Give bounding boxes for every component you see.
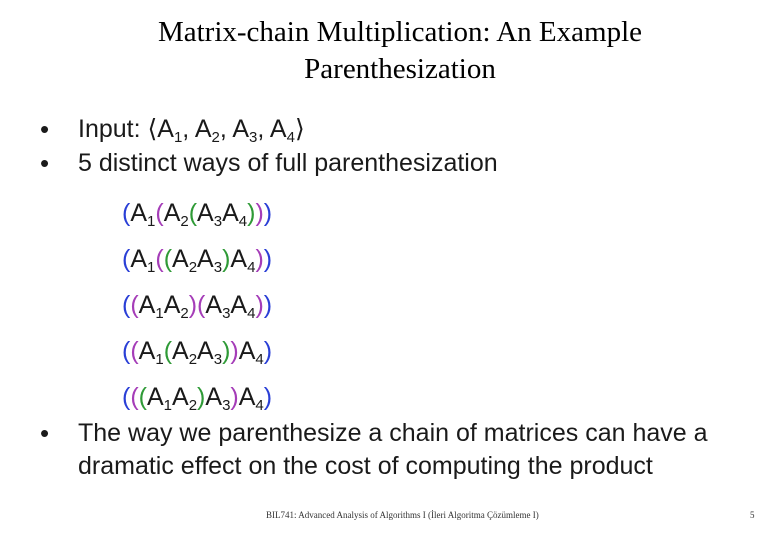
matrix-symbol: A	[197, 337, 214, 365]
slide-title-line1: Matrix-chain Multiplication: An Example	[157, 16, 643, 48]
matrix-index: 2	[188, 397, 198, 414]
parenthesization-item	[122, 331, 272, 377]
bullet-dot: •	[40, 148, 50, 178]
matrix-index: 2	[188, 351, 198, 368]
bullet-list	[40, 112, 760, 180]
matrix-symbol: A	[146, 383, 164, 411]
matrix-index: 3	[222, 305, 231, 322]
bullet-cost-effect	[40, 417, 760, 483]
slide-title	[0, 14, 780, 88]
matrix-symbol: A	[230, 291, 248, 319]
bullet-distinct-ways	[40, 146, 760, 180]
close-paren: )	[255, 291, 264, 319]
parenthesization-item	[122, 193, 272, 239]
matrix-symbol: A	[172, 383, 189, 411]
angle-open: ⟨	[147, 115, 158, 143]
open-paren: (	[122, 245, 131, 273]
angle-close: ⟩	[294, 115, 305, 143]
matrix-index: 3	[213, 213, 223, 230]
open-paren: (	[122, 383, 131, 411]
matrix-symbol: A	[205, 291, 223, 319]
matrix-symbol: A	[205, 383, 223, 411]
open-paren: (	[163, 337, 173, 365]
close-paren: )	[230, 337, 239, 365]
bullet-dot: •	[40, 114, 50, 144]
matrix-index: 1	[147, 259, 156, 276]
input-prefix: Input:	[78, 115, 148, 143]
matrix-index: 4	[247, 305, 256, 322]
page-number: 5	[750, 510, 755, 520]
matrix-symbol: A	[197, 199, 214, 227]
close-paren: )	[255, 245, 264, 273]
matrix-index: 2	[180, 213, 189, 230]
matrix-symbol: A	[230, 245, 248, 273]
open-paren: (	[197, 291, 206, 319]
close-paren: )	[188, 291, 198, 319]
matrix-a4: $A_4$	[269, 115, 295, 146]
bullet-input	[40, 112, 760, 146]
matrix-index: 3	[222, 397, 231, 414]
matrix-symbol: A	[238, 337, 256, 365]
close-paren: )	[263, 199, 273, 227]
open-paren: (	[155, 199, 164, 227]
matrix-symbol: A	[163, 291, 181, 319]
close-paren: )	[263, 337, 273, 365]
matrix-symbol: A	[130, 245, 148, 273]
close-paren: )	[197, 383, 206, 411]
matrix-index: 1	[163, 397, 173, 414]
matrix-symbol: A	[197, 245, 214, 273]
parenthesization-item	[122, 239, 272, 285]
matrix-index: 4	[255, 397, 264, 414]
open-paren: (	[130, 291, 139, 319]
close-paren: )	[263, 245, 273, 273]
matrix-a1: $A_1$	[157, 115, 183, 146]
matrix-index: 4	[238, 213, 248, 230]
separator: ,	[219, 115, 233, 143]
close-paren: )	[263, 291, 273, 319]
separator: ,	[182, 115, 195, 143]
open-paren: (	[130, 337, 139, 365]
close-paren: )	[247, 199, 256, 227]
open-paren: (	[122, 291, 131, 319]
matrix-symbol: A	[222, 199, 239, 227]
matrix-index: 2	[180, 305, 189, 322]
matrix-index: 1	[155, 351, 164, 368]
matrix-index: 3	[213, 259, 223, 276]
footer-course-text: BIL741: Advanced Analysis of Algorithms I (İleri Algoritma Çözümleme I)	[266, 510, 539, 520]
matrix-symbol: A	[172, 337, 189, 365]
close-paren: )	[222, 245, 231, 273]
slide-title-line2: Parenthesization	[304, 53, 496, 85]
bullet-cost-effect-line1: The way we parenthesize a chain of matrices can have a	[78, 419, 708, 447]
bullet-dot: •	[40, 418, 50, 448]
matrix-symbol: A	[172, 245, 189, 273]
matrix-index: 4	[255, 351, 264, 368]
open-paren: (	[138, 383, 147, 411]
separator: ,	[257, 115, 270, 143]
matrix-symbol: A	[238, 383, 256, 411]
matrix-a3: $A_3$	[232, 115, 258, 146]
open-paren: (	[163, 245, 173, 273]
close-paren: )	[255, 199, 264, 227]
close-paren: )	[263, 383, 273, 411]
matrix-a2: $A_2$	[194, 115, 220, 146]
matrix-index: 1	[147, 213, 156, 230]
open-paren: (	[130, 383, 139, 411]
parenthesization-list	[122, 193, 272, 423]
open-paren: (	[122, 199, 131, 227]
open-paren: (	[188, 199, 198, 227]
close-paren: )	[222, 337, 231, 365]
matrix-symbol: A	[163, 199, 181, 227]
matrix-symbol: A	[138, 337, 156, 365]
matrix-index: 4	[247, 259, 256, 276]
matrix-index: 2	[188, 259, 198, 276]
matrix-index: 1	[155, 305, 164, 322]
open-paren: (	[122, 337, 131, 365]
bullet-cost-effect-row	[40, 417, 760, 483]
close-paren: )	[230, 383, 239, 411]
open-paren: (	[155, 245, 164, 273]
matrix-index: 3	[213, 351, 223, 368]
bullet-distinct-ways-text: 5 distinct ways of full parenthesization	[78, 149, 498, 177]
matrix-symbol: A	[138, 291, 156, 319]
matrix-symbol: A	[130, 199, 148, 227]
parenthesization-item	[122, 285, 272, 331]
bullet-cost-effect-line2: dramatic effect on the cost of computing the product	[78, 452, 653, 480]
